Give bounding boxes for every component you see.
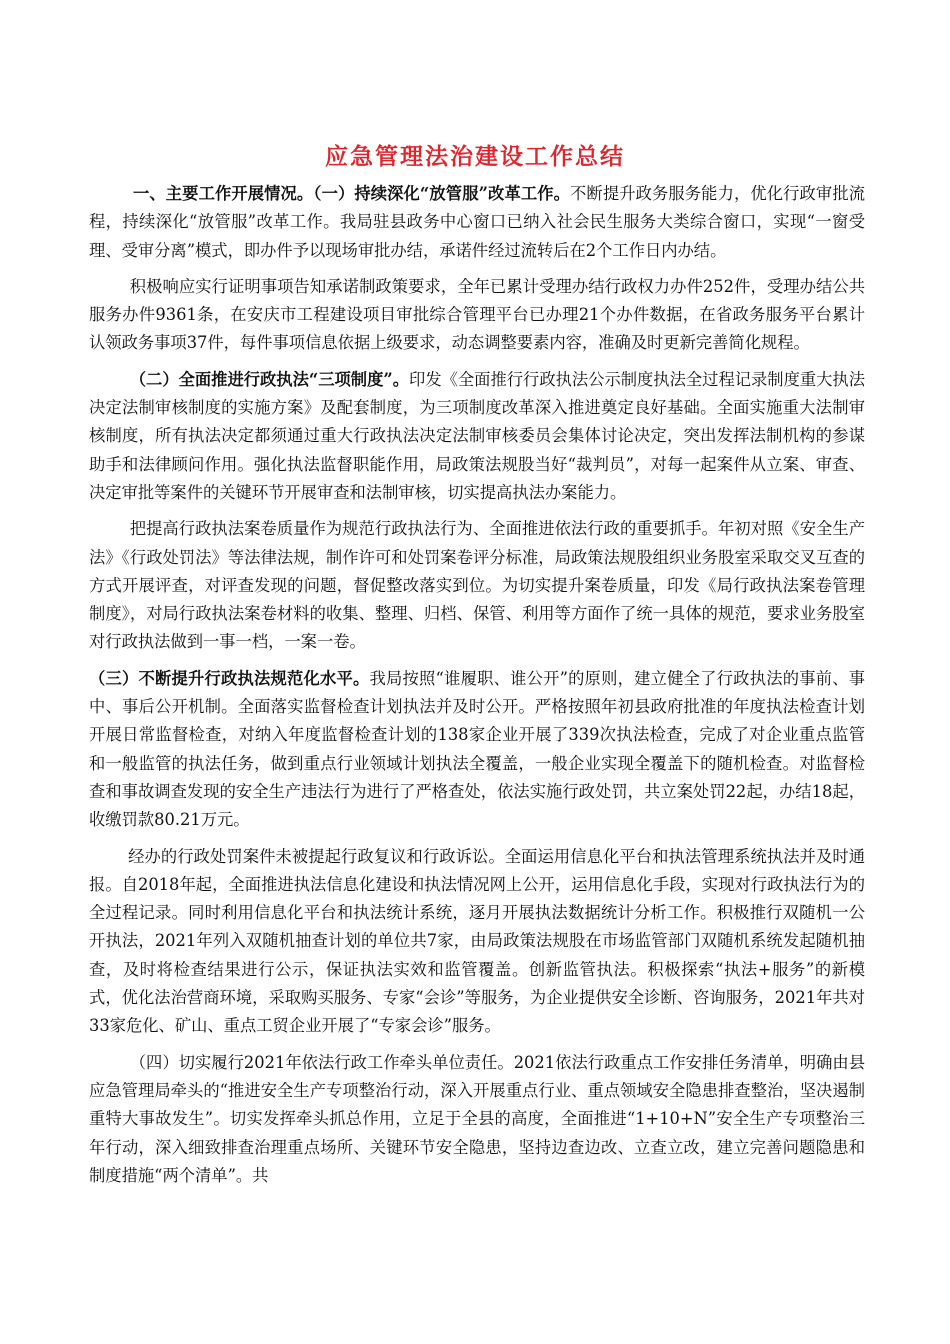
document-body [89, 180, 865, 1198]
paragraph-3-text: 印发《全面推行行政执法公示制度执法全过程记录制度重大执法决定法制审核制度的实施方案》及配套制度，为三项制度改革深入推进奠定良好基础。全面实施重大法制审核制度，所有执法决定都须通过重大行政执法决定法制审核委员会集体讨论决定，突出发挥法制机构的参谋助手和法律顾问作用。强化执法监督职能作用，局政策法规股当好“裁判员”，对每一起案件从立案、审查、决定审批等案件的关键环节开展审查和法制审核，切实提高执法办案能力。 [89, 369, 866, 502]
paragraph-2 [89, 273, 865, 358]
document-title: 应急管理法治建设工作总结 [325, 143, 625, 170]
paragraph-1-heading: 一、主要工作开展情况。（一）持续深化“放管服”改革工作。 [133, 184, 571, 203]
paragraph-5-heading: （三）不断提升行政执法规范化水平。 [89, 668, 370, 688]
paragraph-5-text: 我局按照“谁履职、谁公开”的原则，建立健全了行政执法的事前、事中、事后公开机制。全面落实监督检查计划执法并及时公开。严格按照年初县政府批准的年度执法检查计划开展日常监督检查，对纳入年度监督检查计划的138家企业开展了339次执法检查，完成了对企业重点监管和一般监管的执法任务，做到重点行业领域计划执法全覆盖，一般企业实现全覆盖下的随机检查。对监督检查和事故调查发现的安全生产违法行为进行了严格查处，依法实施行政处罚，共立案处罚22起，办结18起，收缴罚款80.21万元。 [89, 668, 865, 830]
paragraph-1-text: 不断提升政务服务能力，优化行政审批流程，持续深化“放管服”改革工作。我局驻县政务中心窗口已纳入社会民生服务大类综合窗口，实现“一窗受理、受审分离”模式，即办件予以现场审批办结，承诺件经过流转后在2个工作日内办结。 [89, 184, 865, 260]
paragraph-4 [89, 515, 865, 656]
paragraph-5 [89, 665, 865, 835]
paragraph-1 [89, 180, 865, 265]
paragraph-7 [89, 1049, 865, 1190]
paragraph-4-text: 把提高行政执法案卷质量作为规范行政执法行为、全面推进依法行政的重要抓手。年初对照《安全生产法》《行政处罚法》等法律法规，制作许可和处罚案卷评分标准，局政策法规股组织业务股室采取交叉互查的方式开展评查，对评查发现的问题，督促整改落实到位。为切实提升案卷质量，印发《局行政执法案卷管理制度》，对局行政执法案卷材料的收集、整理、归档、保管、利用等方面作了统一具体的规范，要求业务股室对行政执法做到一事一档，一案一卷。 [89, 519, 865, 652]
paragraph-2-text: 积极响应实行证明事项告知承诺制政策要求，全年已累计受理办结行政权力办件252件，受理办结公共服务办件9361条，在安庆市工程建设项目审批综合管理平台已办理21个办件数据，在省政务服务平台累计认领政务事项37件，每件事项信息依据上级要求，动态调整要素内容，准确及时更新完善简化规程。 [89, 276, 865, 353]
paragraph-3 [89, 366, 865, 507]
paragraph-6 [89, 843, 865, 1041]
paragraph-3-heading: （二）全面推进行政执法“三项制度”。 [129, 369, 410, 389]
paragraph-7-text: （四）切实履行2021年依法行政工作牵头单位责任。2021依法行政重点工作安排任务清单，明确由县应急管理局牵头的“推进安全生产专项整治行动，深入开展重点行业、重点领域安全隐患排查整治，坚决遏制重特大事故发生”。切实发挥牵头抓总作用，立足于全县的高度，全面推进“1+10+N”安全生产专项整治三年行动，深入细致排查治理重点场所、关键环节安全隐患，坚持边查边改、立查立改，建立完善问题隐患和制度措施“两个清单”。共 [89, 1052, 865, 1185]
paragraph-6-text: 经办的行政处罚案件未被提起行政复议和行政诉讼。全面运用信息化平台和执法管理系统执法并及时通报。自2018年起，全面推进执法信息化建设和执法情况网上公开，运用信息化手段，实现对行政执法行为的全过程记录。同时利用信息化平台和执法统计系统，逐月开展执法数据统计分析工作。积极推行双随机一公开执法，2021年列入双随机抽查计划的单位共7家，由局政策法规股在市场监管部门双随机系统发起随机抽查，及时将检查结果进行公示，保证执法实效和监管覆盖。创新监管执法。积极探索“执法+服务”的新模式，优化法治营商环境，采取购买服务、专家“会诊”等服务，为企业提供安全诊断、咨询服务，2021年共对33家危化、矿山、重点工贸企业开展了“专家会诊”服务。 [89, 846, 865, 1036]
